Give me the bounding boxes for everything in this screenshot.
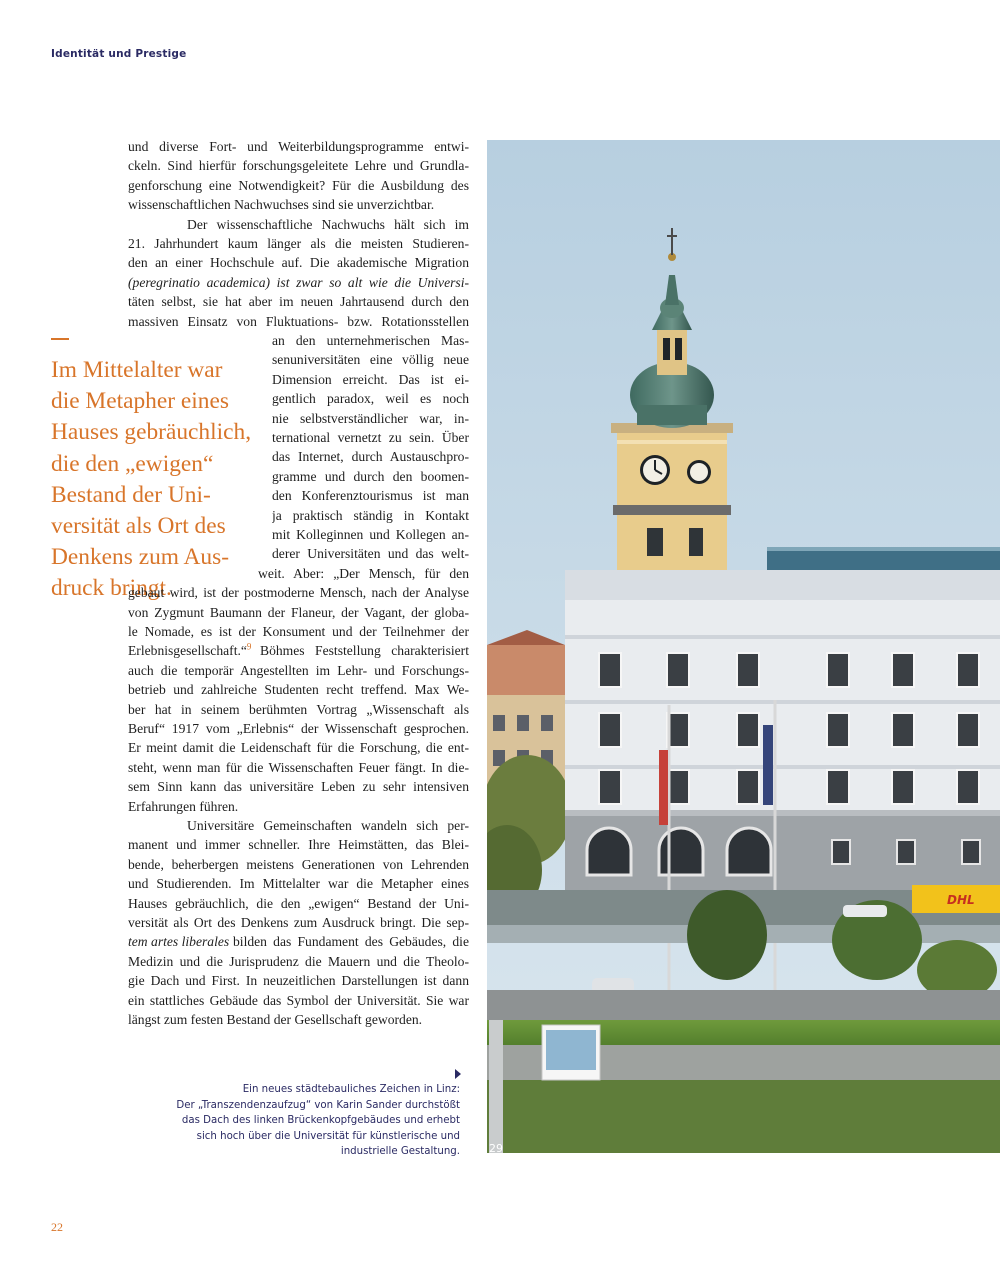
body-text-fragment: Erlebnisgesellschaft.“ — [128, 643, 247, 659]
body-line: Erfahrungen führen. — [128, 798, 239, 814]
body-line: manent und immer schneller. Ihre Heimstätten, das Blei- — [128, 837, 469, 853]
body-line: gie Dach und First. In neuzeitlichen Darstellungen ist dann — [128, 973, 469, 989]
body-line: von Zygmunt Baumann der Flaneur, der Vagant, der globa- — [128, 604, 469, 620]
body-line: ja praktisch ständig in Kontakt — [272, 507, 469, 523]
body-line: täten selbst, sie hat aber im neuen Jahrtausend durch den — [128, 294, 469, 310]
body-line: sem Sinn kann das universitäre Leben zu sehr intensiven — [128, 779, 469, 795]
body-line: ternational vernetzt zu sein. Über — [272, 430, 469, 445]
pullquote-line: versität als Ort des — [51, 513, 226, 540]
page-number: 22 — [51, 1220, 63, 1234]
body-line: tem artes liberales — [128, 934, 230, 950]
body-line: und diverse Fort- und Weiterbildungsprogramme entwi- — [128, 139, 469, 154]
body-line: gebaut wird, ist der postmoderne Mensch, nach der Analyse — [128, 585, 469, 601]
body-line: Universitäre Gemeinschaften wandeln sich per- — [187, 818, 469, 833]
body-line: ber hat in seinem berühmten Vortrag „Wissenschaft als — [128, 701, 469, 717]
body-line: Böhmes Feststellung charakterisiert — [260, 643, 469, 659]
body-line: Medizin und die Jurisprudenz die Mauern und die Theolo- — [128, 953, 469, 969]
body-line: gramme und durch den boomen- — [272, 468, 469, 484]
body-line: wissenschaftlichen Nachwuchses sind sie unverzichtbar. — [128, 197, 435, 213]
body-line — [128, 641, 251, 660]
body-line: Hauses gebräuchlich, die den „ewigen“ Bestand der Uni- — [128, 895, 469, 911]
body-line: ein stattliches Gebäude das Symbol der Universität. Sie war — [128, 992, 469, 1008]
body-line: genforschung eine Notwendigkeit? Für die Ausbildung des — [128, 177, 469, 193]
body-line: betrieb und zahlreiche Studenten recht treffend. Max We- — [128, 682, 469, 698]
pullquote-line: Bestand der Uni- — [51, 481, 211, 508]
pullquote — [51, 355, 276, 605]
body-line: und Studierenden. Im Mittelalter war die Metapher eines — [128, 876, 469, 892]
body-line: versität als Ort des Denkens zum Ausdruck bringt. Die sep- — [128, 915, 469, 930]
photo-caption — [140, 1082, 460, 1160]
caption-line: Ein neues städtebauliches Zeichen in Linz: — [242, 1084, 460, 1095]
truck-logo-text: DHL — [947, 893, 975, 907]
caption-line: sich hoch über die Universität für künstlerische und — [196, 1130, 460, 1142]
caption-line: das Dach des linken Brückenkopfgebäudes und erhebt — [181, 1115, 460, 1126]
body-line: nie selbstverständlicher war, in- — [272, 410, 469, 426]
body-line: ckeln. Sind hierfür forschungsgeleitete Lehre und Grundla- — [128, 158, 469, 174]
pullquote-line: die Metapher eines — [51, 388, 229, 415]
section-title: Identität und Prestige — [51, 48, 187, 60]
caption-line: industrielle Gestaltung. — [340, 1146, 460, 1157]
body-line: mit Kolleginnen und Kollegen an- — [272, 527, 469, 542]
body-line: senuniversitäten eine völlig neue — [272, 352, 469, 368]
pullquote-line: Denkens zum Aus- — [51, 544, 229, 571]
body-line: bende, beherbergen meistens Generationen von Lehrenden — [128, 856, 469, 872]
body-line: Beruf“ 1917 vom „Erlebnis“ der Wissenschaft gesprochen. — [128, 721, 469, 736]
body-line: gentlich paradox, weil es noch — [272, 391, 469, 407]
body-line: das Internet, durch Austauschpro- — [272, 449, 469, 465]
caption-line: Der „Transzendenzaufzug“ von Karin Sander durchstößt — [176, 1099, 460, 1111]
pullquote-line: Hauses gebräuchlich, — [51, 419, 252, 446]
caption-arrow-icon — [455, 1069, 461, 1079]
building-photo — [487, 140, 1000, 1153]
footnote-ref: 9 — [246, 641, 252, 652]
body-line: le Nomade, es ist der Konsument und der Teilnehmer der — [128, 624, 469, 639]
body-line: 21. Jahrhundert kaum länger als die meisten Studieren- — [128, 236, 469, 251]
sign-number-text: 29 — [489, 1142, 503, 1153]
body-line: Er meint damit die Leidenschaft für die Forschung, die ent- — [128, 740, 469, 756]
pullquote-line: die den „ewigen“ — [51, 450, 214, 477]
body-line: steht, wenn man für die Wissenschaften Feuer fängt. In die- — [128, 759, 469, 775]
body-line: an den unternehmerischen Mas- — [272, 333, 469, 348]
body-line: auch die temporär Angestellten im Lehr- und Forschungs- — [128, 662, 469, 678]
body-line: (peregrinatio academica) ist zwar so alt wie die Universi- — [128, 274, 469, 290]
body-line: den an einer Hochschule auf. Die akademische Migration — [128, 255, 469, 271]
body-line: längst zum festen Bestand der Gesellschaft geworden. — [128, 1012, 423, 1027]
body-line: weit. Aber: „Der Mensch, für den — [258, 565, 469, 581]
pullquote-dash — [51, 338, 69, 340]
pullquote-line: druck bringt. — [51, 575, 172, 602]
body-line: Der wissenschaftliche Nachwuchs hält sich im — [187, 216, 469, 232]
pullquote-line: Im Mittelalter war — [51, 357, 223, 383]
body-line: den Konferenztourismus ist man — [272, 488, 469, 504]
body-line: derer Universitäten und das welt- — [272, 546, 469, 562]
body-line: Dimension erreicht. Das ist ei- — [272, 371, 469, 387]
body-line: massiven Einsatz von Fluktuations- bzw. Rotationsstellen — [128, 313, 469, 329]
body-line: bilden das Fundament des Gebäudes, die — [233, 934, 469, 950]
